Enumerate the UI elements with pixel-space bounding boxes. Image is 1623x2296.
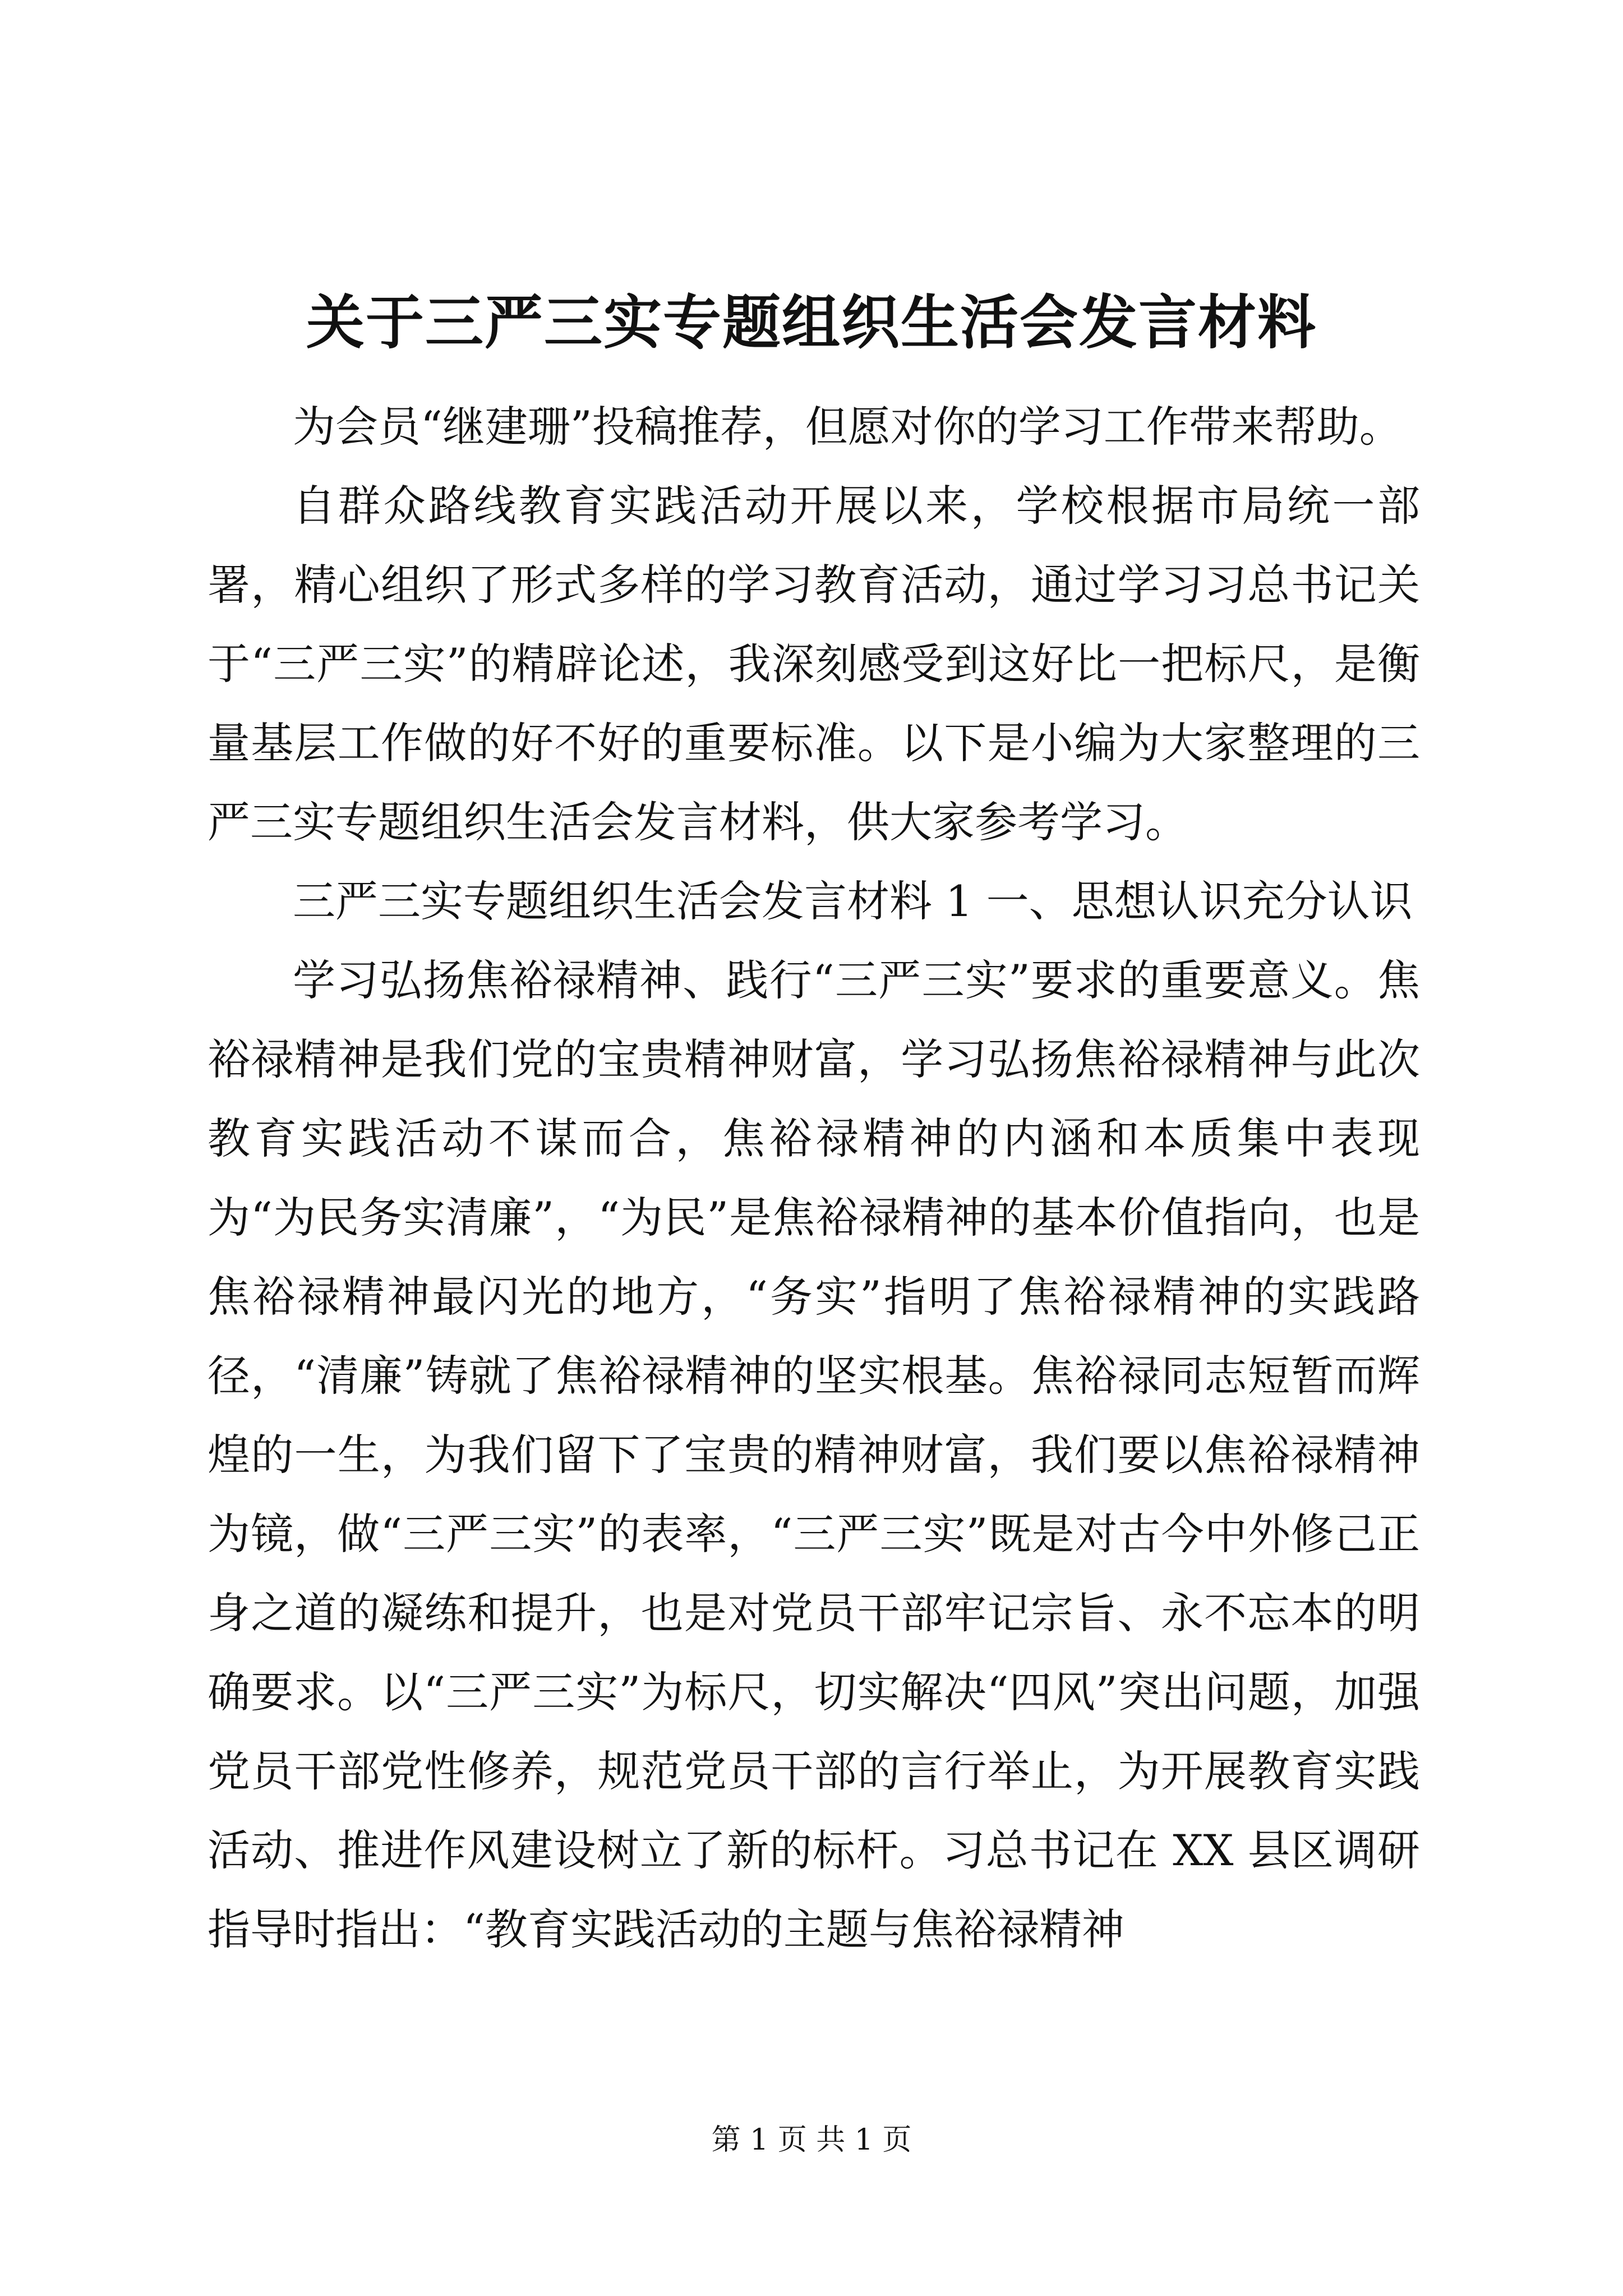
paragraph-main: 学习弘扬焦裕禄精神、践行“三严三实”要求的重要意义。焦裕禄精神是我们党的宝贵精神财富，学习弘扬焦裕禄精神与此次教育实践活动不谋而合，焦裕禄精神的内涵和本质集中表现为“为民务实清廉”，“为民”是焦裕禄精神的基本价值指向，也是焦裕禄精神最闪光的地方，“务实”指明了焦裕禄精神的实践路径，“清廉”铸就了焦裕禄精神的坚实根基。焦裕禄同志短暂而辉煌的一生，为我们留下了宝贵的精神财富，我们要以焦裕禄精神为镜，做“三严三实”的表率，“三严三实”既是对古今中外修己正身之道的凝练和提升，也是对党员干部牢记宗旨、永不忘本的明确要求。以“三严三实”为标尺，切实解决“四风”突出问题，加强党员干部党性修养，规范党员干部的言行举止，为开展教育实践活动、推进作风建设树立了新的标杆。习总书记在 XX 县区调研指导时指出：“教育实践活动的主题与焦裕禄精神: [208, 955, 1420, 1954]
document-title: 关于三严三实专题组织生活会发言材料: [306, 288, 1317, 357]
page-footer: 第 1 页 共 1 页: [711, 2123, 912, 2157]
paragraph-background: 自群众路线教育实践活动开展以来，学校根据市局统一部署，精心组织了形式多样的学习教育活动，通过学习习总书记关于“三严三实”的精辟论述，我深刻感受到这好比一把标尺，是衡量基层工作做的好不好的重要标准。以下是小编为大家整理的三严三实专题组织生活会发言材料，供大家参考学习。: [208, 481, 1420, 847]
document-body: [208, 387, 1420, 1969]
paragraph-section-heading: 三严三实专题组织生活会发言材料 1 一、思想认识充分认识: [293, 876, 1413, 926]
paragraph-intro: 为会员“继建珊”投稿推荐，但愿对你的学习工作带来帮助。: [293, 402, 1402, 452]
